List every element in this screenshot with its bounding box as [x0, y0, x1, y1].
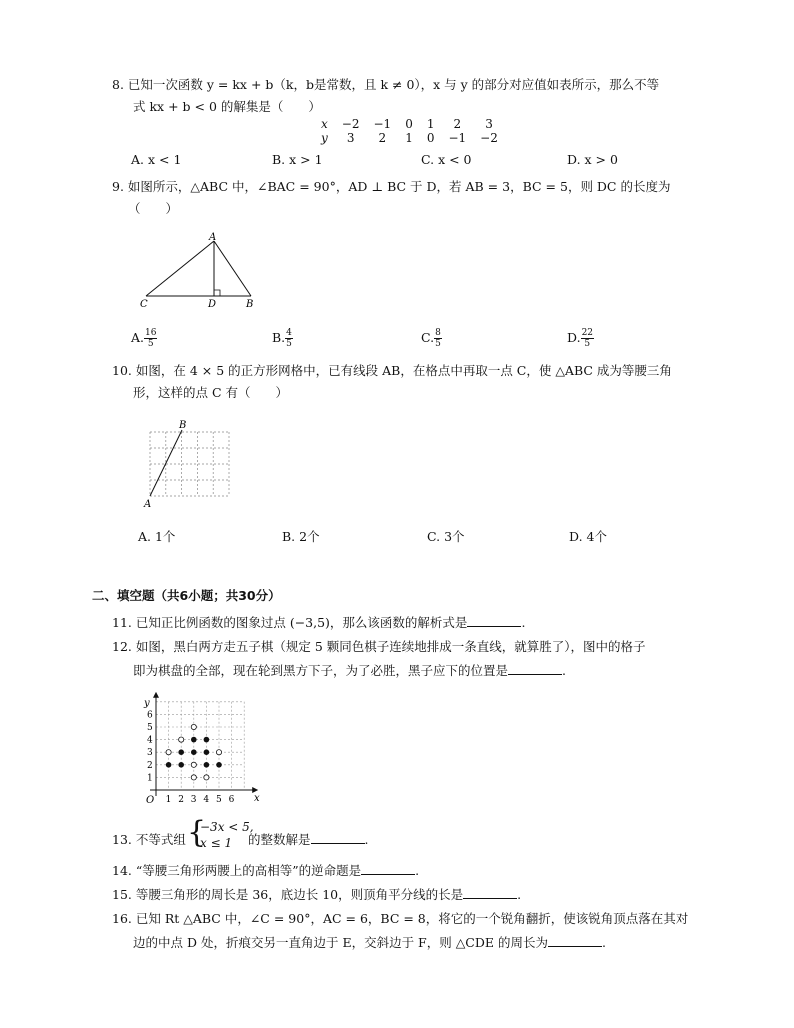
q15-tail: .: [517, 887, 522, 902]
q8-option-c[interactable]: C. x < 0: [421, 152, 472, 167]
q8-option-a[interactable]: A. x < 1: [131, 152, 182, 167]
black-stone: [204, 762, 210, 768]
table-cell: 1: [405, 131, 413, 145]
answer-blank[interactable]: [361, 862, 415, 875]
table-cell: 3: [485, 117, 493, 131]
table-cell: −1: [448, 131, 467, 145]
q10-option-c[interactable]: C. 3个: [427, 529, 465, 544]
q13-tail: .: [364, 832, 369, 847]
q8-option-d[interactable]: D. x > 0: [567, 152, 618, 167]
numerator: 4: [286, 328, 292, 338]
y-tick-label: 3: [147, 748, 153, 759]
q12-tail: .: [562, 663, 566, 678]
x-tick-label: 5: [216, 795, 222, 805]
table-cell: 3: [346, 131, 355, 145]
x-tick-label: 4: [203, 795, 210, 805]
white-stone: [191, 775, 196, 780]
q8-value-table: [314, 117, 505, 145]
point-label-a: A: [144, 499, 152, 510]
black-stone: [204, 749, 210, 755]
q13-suffix: 的整数解是: [248, 832, 311, 847]
q12-line2: [133, 660, 566, 681]
black-stone: [178, 762, 184, 768]
y-tick-label: 1: [147, 773, 153, 784]
table-cell: −2: [480, 131, 498, 145]
table-row: [314, 131, 505, 145]
black-stone: [166, 762, 172, 768]
table-cell: 1: [426, 117, 435, 131]
x-tick-label: 6: [228, 795, 235, 805]
table-cell: 0: [426, 131, 435, 145]
answer-blank[interactable]: [311, 831, 365, 844]
q9-option-c[interactable]: [421, 328, 442, 349]
table-cell: 2: [453, 117, 462, 131]
black-stone: [191, 749, 197, 755]
q14: [112, 860, 419, 881]
y-tick-label: 4: [147, 735, 153, 746]
q12-line1: 12. 如图，黑白两方走五子棋（规定 5 颗同色棋子连续地排成一条直线，就算胜了），图中的格子: [112, 639, 646, 654]
q12-text: 即为棋盘的全部，现在轮到黑方下子，为了必胜，黑子应下的位置是: [133, 663, 509, 678]
section-title: 二、填空题（共6小题；共30分）: [92, 588, 281, 603]
denominator: 5: [286, 339, 292, 349]
y-tick-label: 6: [147, 710, 153, 721]
answer-blank[interactable]: [508, 662, 562, 675]
right-angle-mark: [214, 290, 220, 296]
q10-grid-lines: [150, 432, 229, 496]
option-letter: D.: [567, 330, 581, 345]
q8-line2: 式 kx + b < 0 的解集是（ ）: [133, 99, 321, 114]
fraction: [581, 328, 594, 349]
table-cell: 0: [405, 117, 413, 131]
q10-line1: 10. 如图，在 4 × 5 的正方形网格中，已有线段 AB，在格点中再取一点 C，使 △ABC 成为等腰三角: [112, 363, 672, 378]
black-stone: [204, 737, 210, 743]
vertex-label-d: D: [208, 299, 217, 310]
q16-line2: [133, 932, 606, 953]
x-tick-label: 3: [190, 795, 197, 805]
table-row: [314, 117, 505, 131]
q15: [112, 884, 521, 905]
x-axis-label: x: [254, 793, 260, 804]
segment-ab: [214, 241, 251, 296]
q10-option-b[interactable]: B. 2个: [282, 529, 320, 544]
origin-label: O: [146, 795, 155, 806]
option-letter: A.: [131, 330, 145, 345]
q10-option-d[interactable]: D. 4个: [569, 529, 607, 544]
black-stone: [216, 762, 222, 768]
y-tick-label: 2: [147, 760, 153, 771]
q9-option-a[interactable]: [131, 328, 157, 349]
white-stone: [216, 750, 221, 755]
q9-option-d[interactable]: [567, 328, 594, 349]
vertex-label-a: A: [209, 232, 217, 243]
answer-blank[interactable]: [467, 614, 521, 627]
q12-tick-labels: [147, 710, 235, 805]
table-cell: y: [321, 131, 328, 145]
black-stone: [178, 749, 184, 755]
table-cell: 2: [378, 131, 387, 145]
vertex-label-c: C: [140, 299, 148, 310]
q11-text: 11. 已知正比例函数的图象过点 (−3,5)，那么该函数的解析式是: [112, 615, 468, 630]
table-cell: x: [321, 117, 328, 131]
denominator: 5: [584, 339, 591, 349]
y-axis-arrow-icon: [153, 692, 159, 698]
brace-icon: {: [187, 815, 207, 850]
table-cell: −1: [373, 117, 392, 131]
q9-triangle-figure: [138, 232, 264, 312]
white-stone: [179, 737, 184, 742]
vertex-label-b: B: [246, 299, 254, 310]
q13-tailwrap: [248, 829, 369, 850]
q16-line1: 16. 已知 Rt △ABC 中，∠C = 90°，AC = 6，BC = 8，将它的一个锐角翻折，使该锐角顶点落在其对: [112, 911, 689, 926]
q13-ineq1: −3x < 5,: [200, 820, 254, 834]
q13-prefix: 13. 不等式组: [112, 832, 186, 847]
q8-line1: 8. 已知一次函数 y = kx + b（k，b是常数，且 k ≠ 0），x 与 y 的部分对应值如表所示，那么不等: [112, 77, 660, 92]
segment-ab: [150, 430, 182, 496]
q10-option-a[interactable]: A. 1个: [138, 529, 176, 544]
black-stone: [191, 737, 197, 743]
q10-line2: 形，这样的点 C 有（ ）: [133, 385, 289, 400]
q11: [112, 612, 525, 633]
q9-line1: 9. 如图所示，△ABC 中，∠BAC = 90°，AD ⊥ BC 于 D，若 AB = 3，BC = 5，则 DC 的长度为: [112, 179, 671, 194]
numerator: 8: [435, 328, 441, 338]
q12-board-grid: [156, 702, 244, 790]
q14-text: 14. “等腰三角形两腰上的高相等”的逆命题是: [112, 863, 362, 878]
white-stone: [191, 762, 196, 767]
option-letter: B.: [272, 330, 286, 345]
white-stone: [204, 775, 209, 780]
q10-grid-figure: [140, 418, 240, 510]
y-tick-label: 5: [147, 723, 153, 733]
answer-blank[interactable]: [463, 886, 517, 899]
denominator: 5: [147, 339, 154, 349]
table-cell: −2: [341, 117, 360, 131]
fraction: [434, 328, 442, 349]
fraction: [285, 328, 293, 349]
q12-axes: [150, 692, 258, 796]
segment-ca: [146, 241, 214, 296]
q16-tail: .: [602, 935, 606, 950]
q9-line2: （ ）: [128, 201, 179, 216]
q15-text: 15. 等腰三角形的周长是 36，底边长 10，则顶角平分线的长是: [112, 887, 464, 902]
q16-text: 边的中点 D 处，折痕交另一直角边于 E，交斜边于 F，则 △CDE 的周长为: [133, 935, 548, 950]
q13-ineq2: x ≤ 1: [200, 836, 233, 850]
white-stone: [166, 750, 171, 755]
denominator: 5: [435, 339, 441, 349]
x-tick-label: 2: [178, 795, 184, 805]
point-label-b: B: [179, 420, 187, 431]
white-stone: [191, 724, 196, 729]
x-tick-label: 1: [165, 795, 172, 805]
q12-gomoku-figure: [140, 692, 270, 808]
q14-tail: .: [415, 863, 420, 878]
y-axis-label: y: [144, 698, 150, 709]
numerator: 22: [581, 328, 594, 338]
q11-tail: .: [521, 615, 526, 630]
numerator: 16: [145, 328, 157, 338]
answer-blank[interactable]: [548, 934, 602, 947]
q8-option-b[interactable]: B. x > 1: [272, 152, 323, 167]
fraction: [144, 328, 157, 349]
option-letter: C.: [421, 330, 435, 345]
q9-option-b[interactable]: [272, 328, 293, 349]
